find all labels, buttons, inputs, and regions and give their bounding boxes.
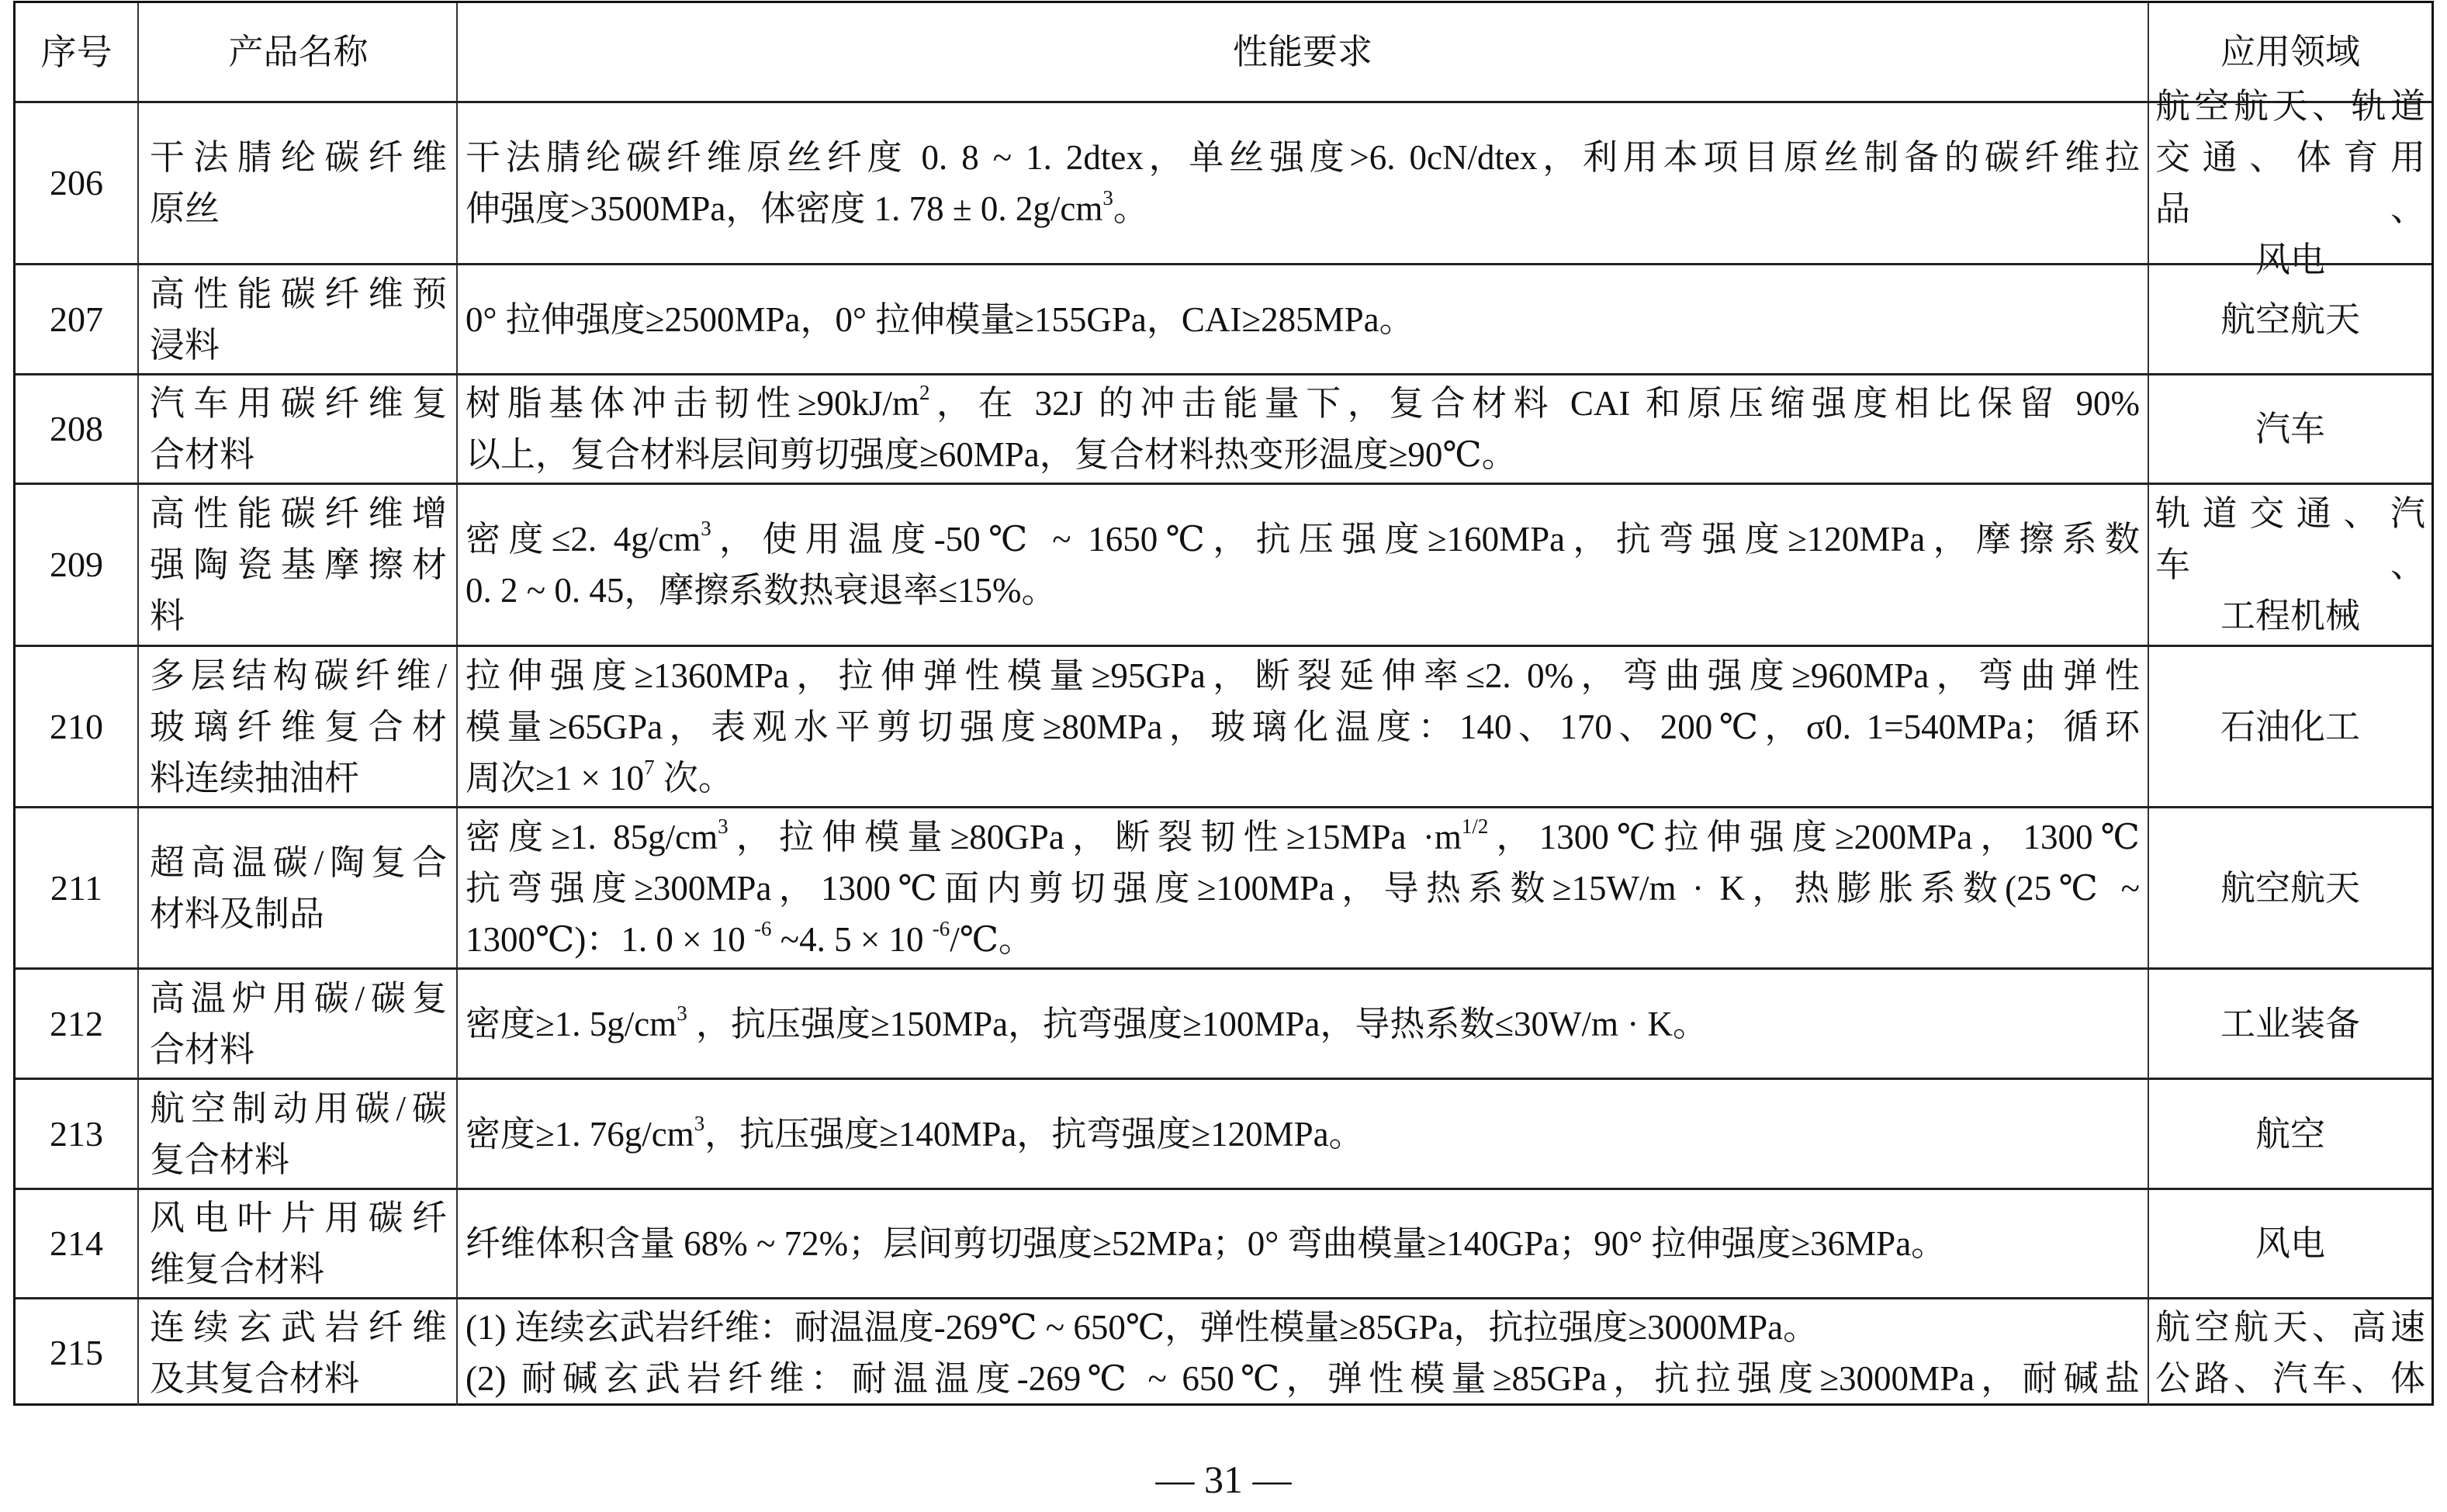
performance-requirements xyxy=(456,375,2148,483)
performance-requirements xyxy=(456,970,2148,1078)
table-row xyxy=(16,263,2431,373)
product-name xyxy=(137,1299,456,1406)
row-number-text: 210 xyxy=(50,706,103,746)
application-line: 风电 xyxy=(2255,1224,2325,1263)
application-field xyxy=(2148,87,2431,279)
product-name xyxy=(137,647,456,806)
product-name-line: 干法腈纶碳纤维 xyxy=(150,138,447,177)
row-number xyxy=(16,1190,137,1297)
row-number-text: 215 xyxy=(50,1332,103,1372)
product-name-line: 材料及制品 xyxy=(150,894,325,933)
row-number-text: 214 xyxy=(50,1223,103,1263)
table-row xyxy=(16,373,2431,483)
requirement-line: (1) 连续玄武岩纤维：耐温温度-269℃ ~ 650℃，弹性模量≥85GPa，抗拉强度≥3000MPa。 xyxy=(466,1307,1819,1347)
requirement-line: 密度≥1. $85g/cm^3$，拉伸模量≥80GPa，断裂韧性$\ge 15MPa \cdot m^{1/2}$，1300℃拉伸强度≥200MPa，1300℃ xyxy=(466,814,2140,856)
product-name-line: 多层结构碳纤维/ xyxy=(150,656,447,695)
application-line: 工程机械 xyxy=(2220,597,2360,635)
application-line: 工业装备 xyxy=(2220,1004,2360,1043)
product-name-line: 高性能碳纤维增 xyxy=(150,494,447,533)
row-number xyxy=(16,485,137,645)
page-number: — 31 — xyxy=(1155,1458,1292,1501)
row-number-text: 209 xyxy=(50,545,103,584)
application-field xyxy=(2148,808,2431,967)
header-cell-name xyxy=(137,3,456,101)
table-row xyxy=(16,1297,2431,1406)
product-name-line: 超高温碳/陶复合 xyxy=(150,842,447,882)
product-name-line: 连续玄武岩纤维 xyxy=(150,1307,447,1347)
row-number xyxy=(16,647,137,806)
application-field xyxy=(2148,1190,2431,1297)
row-number-text: 206 xyxy=(50,163,103,202)
table-row xyxy=(16,1078,2431,1188)
performance-requirements xyxy=(456,1190,2148,1297)
table-row xyxy=(16,967,2431,1078)
table-row xyxy=(16,645,2431,806)
product-name-line: 料连续抽油杆 xyxy=(150,758,360,798)
product-name-line: 风电叶片用碳纤 xyxy=(150,1199,447,1237)
product-name-line: 强陶瓷基摩擦材 xyxy=(150,545,447,584)
header-requirements-label: 性能要求 xyxy=(1232,31,1372,72)
requirement-line: 拉伸强度≥1360MPa，拉伸弹性模量≥95GPa，断裂延伸率≤2. 0%，弯曲强度≥960MPa，弯曲弹性 xyxy=(466,656,2140,695)
product-name xyxy=(137,485,456,645)
product-name xyxy=(137,970,456,1078)
table-row xyxy=(16,1188,2431,1297)
header-cell-requirements xyxy=(456,3,2148,101)
requirement-line: 1300℃)：1. 0 × 10 $^{-6}$ ~4. 5 × 10 $^{-6}$/℃。 xyxy=(466,916,1034,959)
performance-requirements xyxy=(456,647,2148,806)
product-name xyxy=(137,103,456,263)
application-line: 风电 xyxy=(2255,240,2325,279)
performance-requirements xyxy=(456,1080,2148,1188)
application-line: 航空航天 xyxy=(2220,868,2360,908)
requirement-line: 伸强度>3500MPa，体密度 1. 78 ± 0. $2g/cm^3$。 xyxy=(466,185,1148,228)
requirement-line: 0° 拉伸强度≥2500MPa，0° 拉伸模量≥155GPa，CAI≥285MPa。 xyxy=(466,299,1414,339)
row-number xyxy=(16,375,137,483)
product-name xyxy=(137,265,456,373)
row-number-text: 208 xyxy=(50,409,103,448)
requirement-line: 以上，复合材料层间剪切强度≥60MPa，复合材料热变形温度≥90℃。 xyxy=(466,435,1517,474)
performance-requirements xyxy=(456,265,2148,373)
performance-requirements xyxy=(456,103,2148,263)
requirement-line: 干法腈纶碳纤维原丝纤度 0. 8 ~ 1. 2dtex，单丝强度>6. 0cN/dtex，利用本项目原丝制备的碳纤维拉 xyxy=(466,138,2140,177)
table-row xyxy=(16,483,2431,645)
product-name xyxy=(137,1080,456,1188)
application-line: 航空航天、高速 xyxy=(2155,1307,2425,1347)
product-name-line: 航空制动用碳/碳 xyxy=(150,1088,447,1128)
product-name-line: 复合材料 xyxy=(150,1140,290,1179)
product-name-line: 及其复合材料 xyxy=(150,1358,360,1398)
performance-requirements xyxy=(456,808,2148,967)
row-number-text: 207 xyxy=(50,299,103,339)
product-requirements-table xyxy=(13,1,2434,1406)
application-field xyxy=(2148,1080,2431,1188)
application-field xyxy=(2148,375,2431,483)
application-field xyxy=(2148,970,2431,1078)
header-name-label: 产品名称 xyxy=(228,31,369,72)
row-number xyxy=(16,808,137,967)
application-field xyxy=(2148,647,2431,806)
row-number xyxy=(16,103,137,263)
header-application-label: 应用领域 xyxy=(2220,31,2360,72)
row-number-text: 213 xyxy=(50,1113,103,1154)
table-header-row xyxy=(16,3,2431,101)
performance-requirements xyxy=(456,1299,2148,1406)
requirement-line: 密度≥1. $76g/cm^3$，抗压强度≥140MPa，抗弯强度≥120MPa。 xyxy=(466,1111,1364,1154)
table-row xyxy=(16,806,2431,967)
application-field xyxy=(2148,485,2431,645)
header-no-label: 序号 xyxy=(40,31,112,73)
application-line: 航空 xyxy=(2255,1114,2325,1154)
application-field xyxy=(2148,265,2431,373)
requirement-line: 纤维体积含量 68% ~ 72%；层间剪切强度≥52MPa；0° 弯曲模量≥140GPa；90° 拉伸强度≥36MPa。 xyxy=(466,1224,1947,1263)
product-name-line: 玻璃纤维复合材 xyxy=(150,707,447,746)
application-line: 航空航天 xyxy=(2220,299,2360,339)
product-name-line: 合材料 xyxy=(150,435,255,474)
row-number xyxy=(16,1080,137,1188)
row-number xyxy=(16,1299,137,1406)
requirement-line: 密度≤2. $4g/cm^3$，使用温度-50℃ ~ 1650℃，抗压强度≥160MPa，抗弯强度≥120MPa，摩擦系数 xyxy=(466,516,2140,559)
requirement-line: 周次$\ge 1 \times 10^7$ 次。 xyxy=(466,755,733,798)
row-number-text: 212 xyxy=(50,1003,103,1043)
product-name xyxy=(137,1190,456,1297)
product-name-line: 原丝 xyxy=(150,189,220,228)
performance-requirements xyxy=(456,485,2148,645)
table-row xyxy=(16,87,2431,279)
product-name-line: 浸料 xyxy=(150,325,220,365)
application-line: 航空航天、轨道 xyxy=(2155,87,2425,126)
application-line: 公路、汽车、体 xyxy=(2155,1358,2425,1398)
product-name xyxy=(137,808,456,967)
product-name-line: 高性能碳纤维预 xyxy=(150,274,447,313)
row-number xyxy=(16,265,137,373)
requirement-line: (2) 耐碱玄武岩纤维：耐温温度-269℃ ~ 650℃，弹性模量≥85GPa，抗拉强度≥3000MPa，耐碱盐 xyxy=(466,1358,2140,1398)
product-name-line: 高温炉用碳/碳复 xyxy=(150,978,447,1018)
row-number xyxy=(16,970,137,1078)
product-name-line: 料 xyxy=(150,597,185,635)
product-name xyxy=(137,375,456,483)
header-cell-no xyxy=(16,3,137,101)
requirement-line: 0. 2 ~ 0. 45，摩擦系数热衰退率≤15%。 xyxy=(466,571,1057,610)
application-field xyxy=(2148,1299,2431,1406)
requirement-line: 树脂基体冲击韧性$\ge 90kJ/m^2$，在 32J 的冲击能量下，复合材料 CAI 和原压缩强度相比保留 90% xyxy=(466,380,2141,423)
requirement-line: 抗弯强度≥300MPa，1300℃面内剪切强度≥100MPa，导热系数≥15W/m · K，热膨胀系数(25℃ ~ xyxy=(466,868,2140,908)
row-number-text: 211 xyxy=(50,867,103,908)
application-line: 汽车 xyxy=(2255,410,2325,448)
requirement-line: 密度≥1. $5g/cm^3$ ，抗压强度≥150MPa，抗弯强度≥100MPa，导热系数≤30W/m · K。 xyxy=(466,1001,1708,1043)
requirement-line: 模量≥65GPa，表观水平剪切强度≥80MPa，玻璃化温度：140、170、200℃，σ0. 1=540MPa；循环 xyxy=(466,707,2140,746)
application-line: 石油化工 xyxy=(2220,707,2360,746)
application-line: 交通、体育用品、 xyxy=(2155,138,2425,228)
product-name-line: 维复合材料 xyxy=(150,1250,325,1289)
product-name-line: 汽车用碳纤维复 xyxy=(150,384,447,423)
product-name-line: 合材料 xyxy=(150,1029,255,1069)
application-line: 轨道交通、汽车、 xyxy=(2155,494,2425,584)
